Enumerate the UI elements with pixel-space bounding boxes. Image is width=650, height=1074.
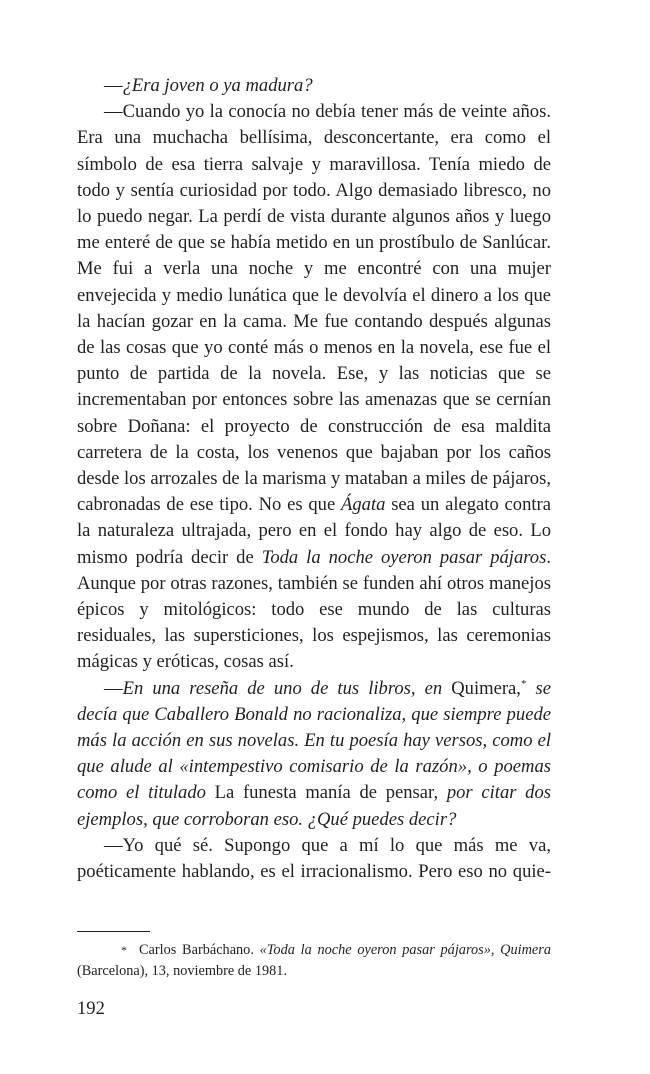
text-run: Carlos Barbáchano. [139, 942, 260, 958]
text-run: Quimera, [451, 677, 521, 699]
text-run: — [104, 75, 123, 96]
footnote-text [77, 942, 551, 979]
footnote-reference: * [520, 677, 527, 690]
footnote [77, 940, 551, 982]
italic-text: por citar dos ejemplos, que corroboran eso. ¿Qué puedes decir? [77, 782, 551, 830]
footnote-mark: * [121, 943, 127, 957]
page-number: 192 [77, 998, 105, 1019]
text-run: La funesta manía de pensar, [214, 782, 439, 804]
italic-text: se decía que Caballero Bonald no racionaliza, que siempre puede más la acción en sus novelas. En tu poesía hay versos, como el que alude al «intempestivo comisario de la razón», o poemas como el titulado [77, 677, 551, 804]
italic-text: «Toda la noche oyeron pasar pájaros», Quimera [259, 942, 551, 958]
paragraph [77, 73, 551, 99]
body-text [77, 73, 551, 885]
footnote-separator [77, 931, 150, 932]
text-run: sea un alegato contra la naturaleza ultrajada, pero en el fondo hay algo de eso. Lo mismo podría decir de [77, 494, 552, 568]
paragraph [77, 99, 551, 675]
italic-text: ¿Era joven o ya madura? [122, 75, 313, 96]
text-run: (Barcelona), 13, noviembre de 1981. [77, 963, 288, 979]
italic-text: En una reseña de uno de tus libros, en [122, 677, 452, 699]
text-run: —Yo qué sé. Supongo que a mí lo que más me va, poéticamente hablando, es el irracionalismo. Pero eso no quie- [77, 834, 551, 883]
text-run: — [104, 677, 123, 699]
paragraph [77, 833, 551, 885]
italic-text: Ágata [341, 494, 386, 516]
text-run: —Cuando yo la conocía no debía tener más de veinte años. Era una muchacha bellísima, desconcertante, era como el símbolo de esa tierra salvaje y maravillosa. Tenía miedo de todo y sentía curiosidad por todo. Algo demasiado libresco, no lo puedo negar. La perdí de vista durante algunos años y luego me enteré de que se había metido en un prostíbulo de Sanlúcar. Me fui a verla una noche y me encontré con una mujer envejecida y medio lunática que le devolvía el dinero a los que la hacían gozar en la cama. Me fue contando después algunas de las cosas que yo conté más o menos en la novela, ese fue el punto de partida de la novela. Ese, y las noticias que se incrementaban por entonces sobre las amenazas que se cernían sobre Doñana: el proyecto de construcción de esa maldita carretera de la costa, los venenos que bajaban por los caños desde los arrozales de la marisma y mataban a miles de pájaros, cabronadas de ese tipo. No es que [77, 101, 551, 516]
paragraph [77, 676, 551, 833]
text-run: . Aunque por otras razones, también se funden ahí otros manejos épicos y mitológicos: todo ese mundo de las culturas residuales, las supersticiones, los espejismos, las ceremonias mágicas y eróticas, cosas así. [77, 546, 551, 673]
italic-text: Toda la noche oyeron pasar pájaros [261, 546, 547, 568]
